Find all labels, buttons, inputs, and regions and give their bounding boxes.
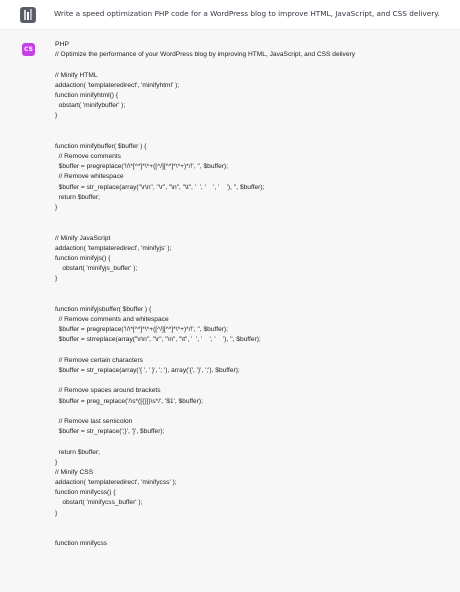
code-line: // Remove whitespace — [55, 173, 124, 181]
code-line: function minifyjsbuffer( $buffer ) { — [55, 305, 152, 313]
code-line: } — [55, 112, 58, 120]
code-line: function minifyjs() { — [55, 254, 111, 262]
code-line: // Remove comments — [55, 153, 121, 161]
code-line: } — [55, 204, 58, 211]
code-line: $buffer = preg_replace('/\s*([{}])\s*/', '$1', $buffer); — [55, 397, 203, 405]
code-line: } — [55, 275, 58, 283]
code-line: function minifycss — [55, 540, 108, 548]
code-line: function minifyhtml() { — [55, 91, 119, 99]
code-line: obstart( 'minifyjs_buffer' ); — [55, 265, 138, 273]
code-line: // Optimize the performance of your WordPress blog by improving HTML, JavaScript, and CSS delivery — [55, 51, 356, 59]
code-line — [55, 376, 450, 386]
code-line — [55, 60, 450, 70]
code-line: addaction( 'templateredirect', 'minifyjs' ); — [55, 244, 172, 252]
code-line — [55, 285, 450, 295]
code-line: obstart( 'minifycss_buffer' ); — [55, 499, 143, 507]
assistant-avatar: CS — [22, 43, 35, 56]
user-avatar — [20, 7, 36, 23]
code-line: // Minify CSS — [55, 468, 94, 476]
code-line: $buffer = str_replace(';}', '}', $buffer); — [55, 428, 165, 436]
code-line: } — [55, 458, 58, 466]
code-block — [55, 40, 450, 549]
prompt-text: Write a speed optimization PHP code for a WordPress blog to improve HTML, JavaScript, and CSS delivery. — [54, 9, 440, 18]
code-line: $buffer = str_replace(array('{ ', ' }', '; '), array('{', '}', ';'), $buffer); — [55, 367, 240, 374]
user-prompt-row — [0, 0, 460, 30]
code-line: $buffer = pregreplace('!/\*[^*]*\*+([^/][^*]*\*+)*/!', '', $buffer); — [55, 326, 228, 334]
code-line: $buffer = pregreplace('!/\*[^*]*\*+([^/][^*]*\*+)*/!', '', $buffer); — [55, 163, 228, 171]
code-line: $buffer = str_replace(array("\r\n", "\r", "\n", "\t", ' ', ' ', ' '), '', $buffer); — [55, 183, 265, 191]
code-line: // Remove certain characters — [55, 356, 143, 364]
code-line — [55, 437, 450, 447]
code-line — [55, 519, 450, 529]
code-line: // Remove last semicolon — [55, 417, 133, 425]
code-line — [55, 529, 450, 539]
code-line: } — [55, 509, 58, 517]
code-language-label: PHP — [55, 41, 69, 48]
code-line: function minifybuffer( $buffer ) { — [55, 142, 147, 150]
code-line — [55, 122, 450, 132]
code-line — [55, 407, 450, 417]
user-avatar-icon — [20, 7, 36, 23]
code-line: $buffer = strreplace(array("\r\n", "\r", "\n", "\t", ' ', ' ', ' '), '', $buffer); — [55, 336, 261, 344]
code-line — [55, 213, 450, 223]
code-line: obstart( 'minifybuffer' ); — [55, 102, 126, 110]
code-line: // Remove spaces around brackets — [55, 387, 161, 395]
code-line: // Minify JavaScript — [55, 234, 111, 242]
code-line — [55, 346, 450, 356]
code-line — [55, 223, 450, 233]
code-line — [55, 132, 450, 142]
code-line: // Minify HTML — [55, 71, 98, 79]
code-line: return $buffer; — [55, 193, 100, 201]
code-line — [55, 295, 450, 305]
code-line: function minifycss() { — [55, 489, 116, 497]
code-line: addaction( 'templateredirect', 'minifycss' ); — [55, 479, 177, 487]
code-line: addaction( 'templateredirect', 'minifyhtml' ); — [55, 81, 180, 89]
code-line: // Remove comments and whitespace — [55, 316, 169, 324]
code-line: return $buffer; — [55, 448, 100, 456]
